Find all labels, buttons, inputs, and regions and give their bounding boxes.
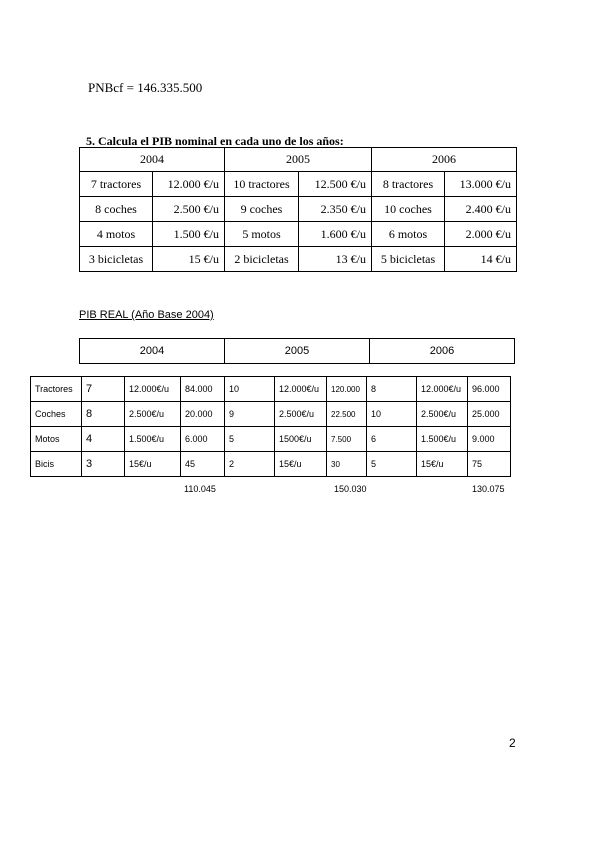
real-gdp-table [30, 376, 511, 477]
table-row [80, 172, 517, 197]
value-cell: 30 [327, 452, 367, 477]
product-label: Bicis [31, 452, 82, 477]
price-cell: 12.000€/u [125, 377, 181, 402]
table-row [31, 427, 511, 452]
table-row [31, 452, 511, 477]
price-cell: 2.000 €/u [445, 222, 517, 247]
real-gdp-year-header [79, 338, 515, 364]
table-row [80, 197, 517, 222]
quantity-cell: 8 coches [80, 197, 153, 222]
table-row [31, 402, 511, 427]
quantity-cell: 9 [225, 402, 275, 427]
quantity-cell: 5 bicicletas [372, 247, 445, 272]
year-header: 2006 [372, 148, 517, 172]
quantity-cell: 7 [82, 377, 125, 402]
quantity-cell: 4 [82, 427, 125, 452]
quantity-cell: 3 bicicletas [80, 247, 153, 272]
value-cell: 75 [468, 452, 511, 477]
price-cell: 15 €/u [153, 247, 225, 272]
price-cell: 12.000€/u [275, 377, 327, 402]
price-cell: 14 €/u [445, 247, 517, 272]
price-cell: 12.500 €/u [299, 172, 372, 197]
quantity-cell: 5 [225, 427, 275, 452]
product-label: Coches [31, 402, 82, 427]
value-cell: 20.000 [181, 402, 225, 427]
total-2004: 110.045 [184, 484, 216, 494]
quantity-cell: 2 [225, 452, 275, 477]
quantity-cell: 7 tractores [80, 172, 153, 197]
price-cell: 2.500€/u [417, 402, 468, 427]
quantity-cell: 10 tractores [225, 172, 299, 197]
quantity-cell: 8 tractores [372, 172, 445, 197]
value-cell: 25.000 [468, 402, 511, 427]
page-number: 2 [509, 736, 516, 750]
total-2005: 150.030 [334, 484, 367, 494]
price-cell: 1.500€/u [417, 427, 468, 452]
price-cell: 2.400 €/u [445, 197, 517, 222]
table-row [80, 222, 517, 247]
price-cell: 2.500 €/u [153, 197, 225, 222]
nominal-gdp-table [79, 147, 517, 272]
price-cell: 1.500€/u [125, 427, 181, 452]
quantity-cell: 2 bicicletas [225, 247, 299, 272]
product-label: Motos [31, 427, 82, 452]
price-cell: 1500€/u [275, 427, 327, 452]
year-header: 2006 [370, 339, 515, 364]
quantity-cell: 8 [82, 402, 125, 427]
price-cell: 12.000 €/u [153, 172, 225, 197]
year-header: 2004 [80, 148, 225, 172]
value-cell: 84.000 [181, 377, 225, 402]
price-cell: 13.000 €/u [445, 172, 517, 197]
year-header: 2004 [80, 339, 225, 364]
quantity-cell: 8 [367, 377, 417, 402]
quantity-cell: 10 [225, 377, 275, 402]
value-cell: 45 [181, 452, 225, 477]
quantity-cell: 3 [82, 452, 125, 477]
price-cell: 2.500€/u [125, 402, 181, 427]
quantity-cell: 6 motos [372, 222, 445, 247]
quantity-cell: 4 motos [80, 222, 153, 247]
quantity-cell: 5 [367, 452, 417, 477]
year-header: 2005 [225, 339, 370, 364]
price-cell: 12.000€/u [417, 377, 468, 402]
price-cell: 2.500€/u [275, 402, 327, 427]
price-cell: 1.500 €/u [153, 222, 225, 247]
total-2006: 130.075 [472, 484, 505, 494]
value-cell: 7.500 [327, 427, 367, 452]
real-gdp-title: PIB REAL (Año Base 2004) [79, 309, 214, 321]
price-cell: 15€/u [417, 452, 468, 477]
value-cell: 96.000 [468, 377, 511, 402]
table-row [31, 377, 511, 402]
price-cell: 1.600 €/u [299, 222, 372, 247]
price-cell: 2.350 €/u [299, 197, 372, 222]
value-cell: 22.500 [327, 402, 367, 427]
quantity-cell: 5 motos [225, 222, 299, 247]
price-cell: 15€/u [125, 452, 181, 477]
value-cell: 9.000 [468, 427, 511, 452]
table-row [80, 247, 517, 272]
price-cell: 15€/u [275, 452, 327, 477]
value-cell: 120.000 [327, 377, 367, 402]
quantity-cell: 9 coches [225, 197, 299, 222]
price-cell: 13 €/u [299, 247, 372, 272]
value-cell: 6.000 [181, 427, 225, 452]
product-label: Tractores [31, 377, 82, 402]
pnbcf-line: PNBcf = 146.335.500 [88, 80, 203, 95]
quantity-cell: 10 coches [372, 197, 445, 222]
year-header: 2005 [225, 148, 372, 172]
quantity-cell: 6 [367, 427, 417, 452]
exercise-title: 5. Calcula el PIB nominal en cada uno de los años: [86, 134, 344, 148]
quantity-cell: 10 [367, 402, 417, 427]
